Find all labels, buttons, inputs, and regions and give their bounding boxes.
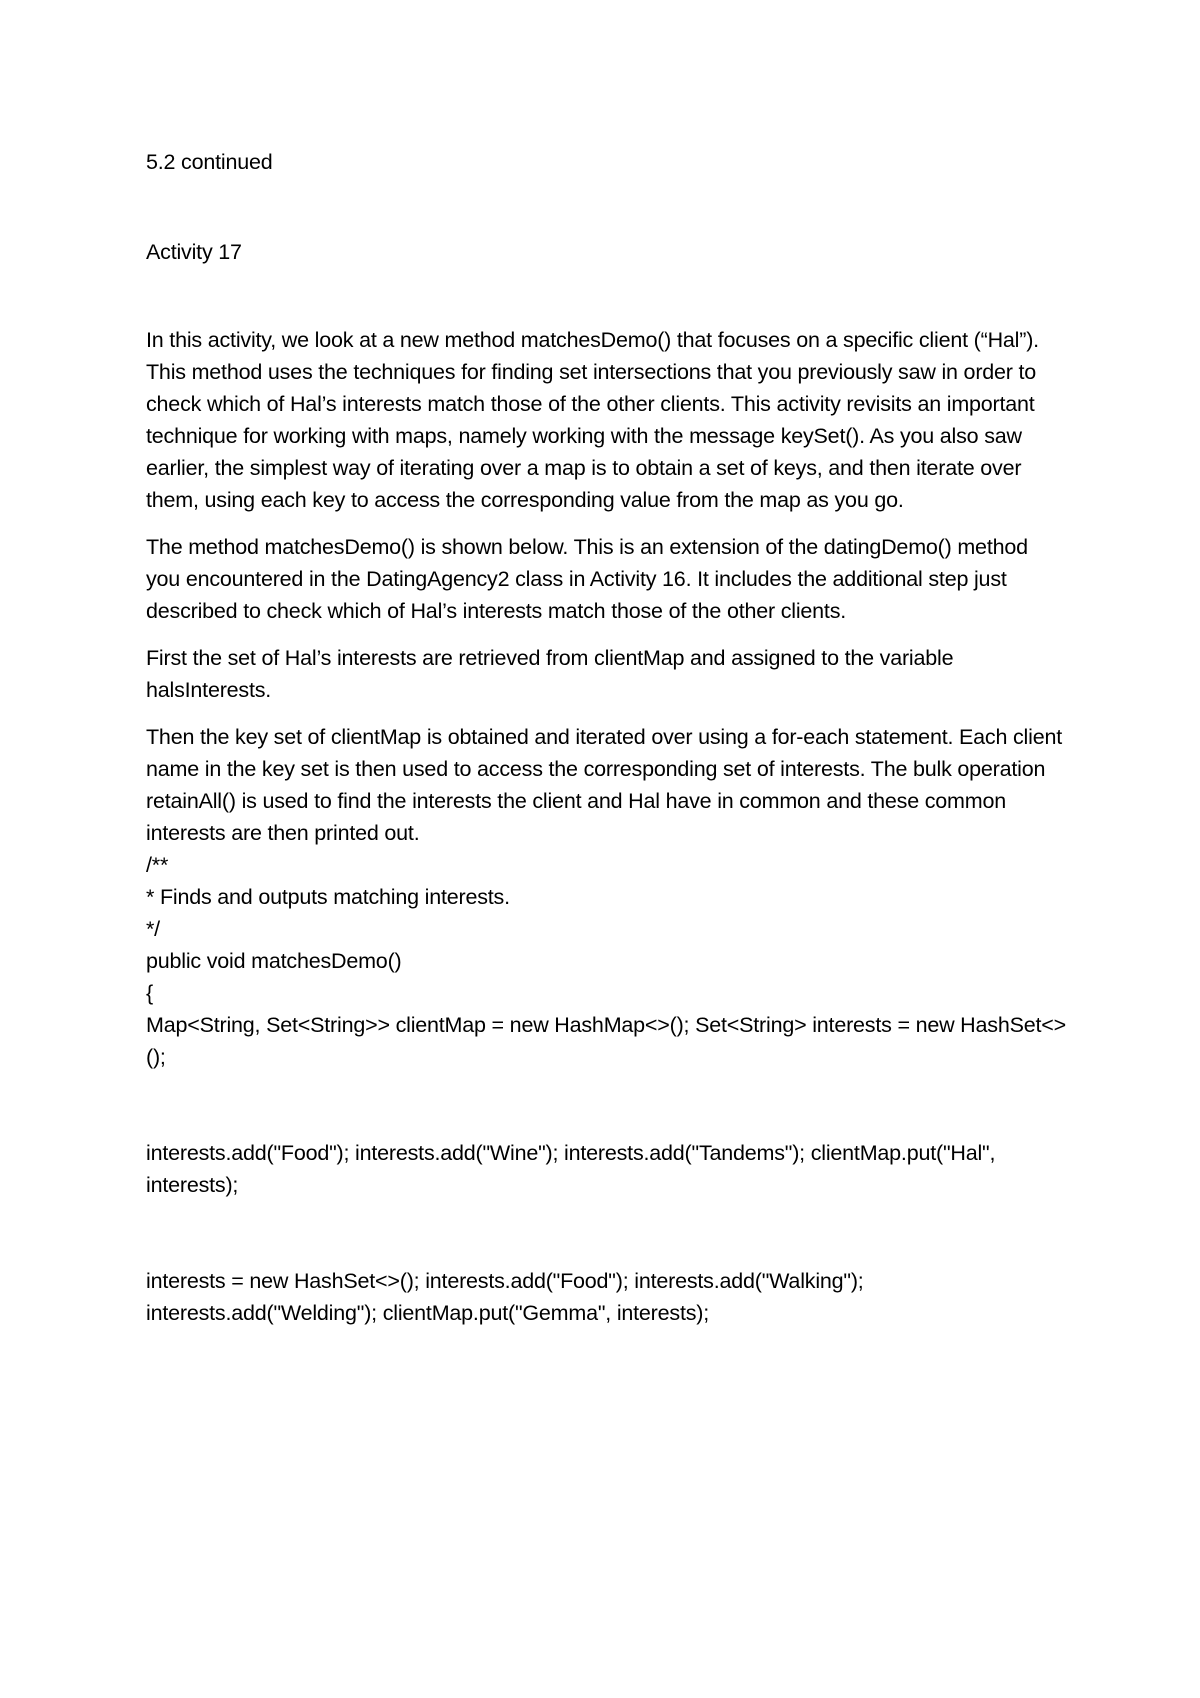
retrieve-paragraph: First the set of Hal’s interests are retrieved from clientMap and assigned to the variable halsInterests. — [146, 646, 954, 702]
iterate-paragraph: Then the key set of clientMap is obtained and iterated over using a for-each statement. Each client name in the key set is then used to access the corresponding set of interests. The bulk operation retainAll() is used to find the interests the client and Hal have in common and these common interests are then printed out. — [146, 725, 1062, 845]
code-block — [146, 849, 1066, 1329]
code-comment-open: /** — [146, 853, 169, 877]
code-comment-body: * Finds and outputs matching interests. — [146, 885, 510, 909]
activity-title: Activity 17 — [146, 240, 242, 264]
document-body — [146, 146, 1066, 1329]
code-brace-open: { — [146, 981, 153, 1005]
code-comment-close: */ — [146, 917, 160, 941]
code-signature: public void matchesDemo() — [146, 949, 402, 973]
code-gemma-interests: interests = new HashSet<>(); interests.add("Food"); interests.add("Walking"); interests.add("Welding"); clientMap.put("Gemma", interests); — [146, 1269, 864, 1325]
intro-paragraph: In this activity, we look at a new method matchesDemo() that focuses on a specific client (“Hal”). This method uses the techniques for finding set intersections that you previously saw in order to check which of Hal’s interests match those of the other clients. This activity revisits an important technique for working with maps, namely working with the message keySet(). As you also saw earlier, the simplest way of iterating over a map is to obtain a set of keys, and then iterate over them, using each key to access the corresponding value from the map as you go. — [146, 328, 1039, 512]
code-declarations: Map<String, Set<String>> clientMap = new HashMap<>(); Set<String> interests = new HashSet<>(); — [146, 1013, 1066, 1069]
code-hal-interests: interests.add("Food"); interests.add("Wine"); interests.add("Tandems"); clientMap.put("Hal", interests); — [146, 1141, 996, 1197]
method-paragraph: The method matchesDemo() is shown below. This is an extension of the datingDemo() method you encountered in the DatingAgency2 class in Activity 16. It includes the additional step just described to check which of Hal’s interests match those of the other clients. — [146, 535, 1028, 623]
section-label: 5.2 continued — [146, 150, 273, 174]
